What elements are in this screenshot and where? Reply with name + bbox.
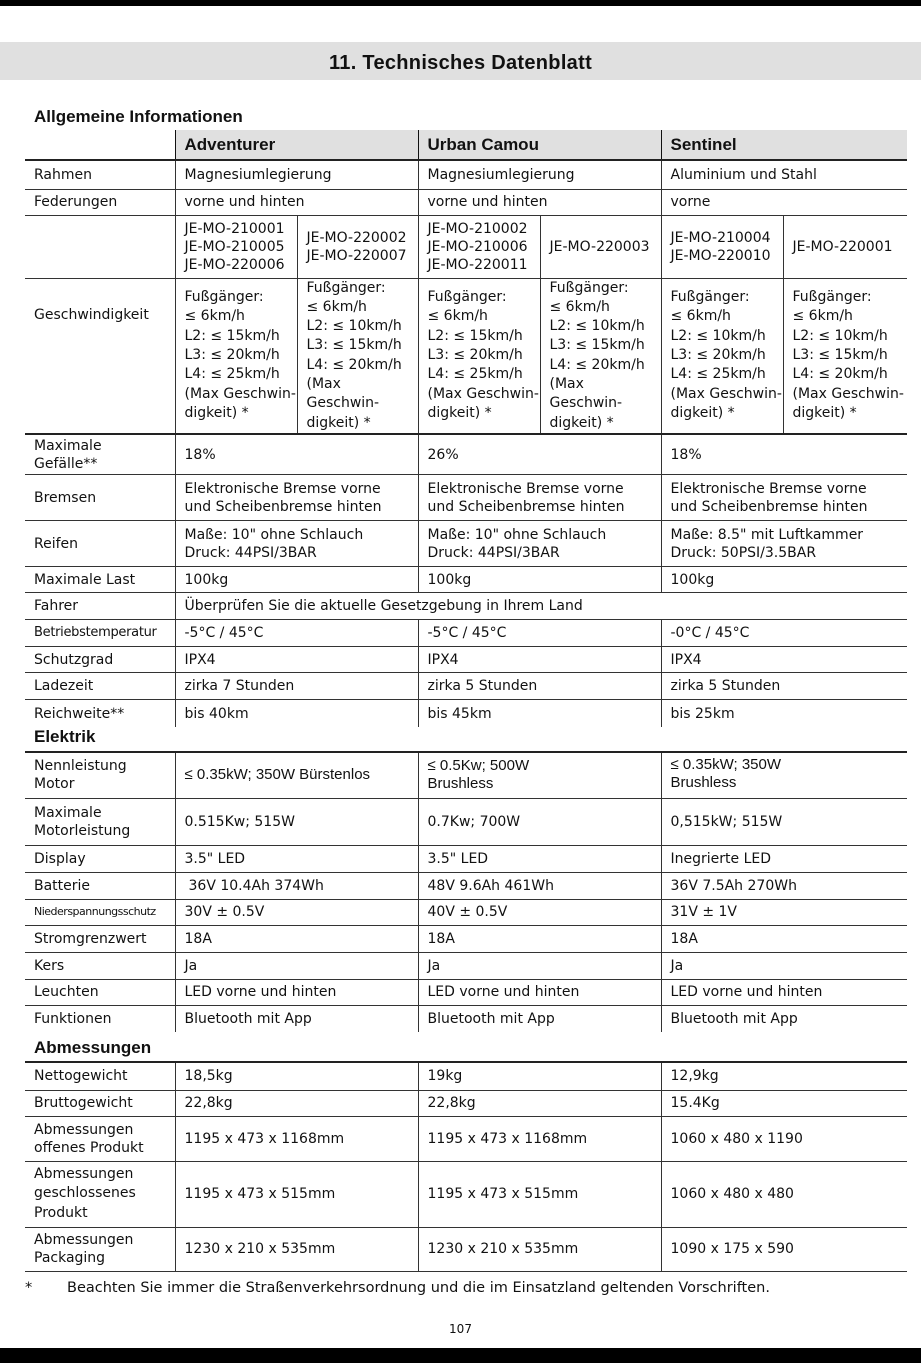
current-limit-value: 18A <box>661 925 907 952</box>
lights-value: LED vorne und hinten <box>661 979 907 1005</box>
battery-value: 36V 7.5Ah 270Wh <box>661 872 907 899</box>
charge-time-value: zirka 5 Stunden <box>661 673 907 700</box>
packaging-value: 1230 x 210 x 535mm <box>418 1227 661 1271</box>
charge-time-value: zirka 7 Stunden <box>175 673 418 700</box>
row-label-open-dimensions: Abmessungen offenes Produkt <box>25 1116 175 1161</box>
frame-value: Aluminium und Stahl <box>661 160 907 189</box>
gross-weight-value: 22,8kg <box>175 1090 418 1116</box>
speed-value: Fußgänger: ≤ 6km/h L2: ≤ 10km/h L3: ≤ 15km/h L4: ≤ 20km/h (Max Geschwin- digkeit) * <box>783 278 907 434</box>
brakes-value: Elektronische Bremse vorne und Scheibenbremse hinten <box>418 475 661 521</box>
brakes-value: Elektronische Bremse vorne und Scheibenbremse hinten <box>175 475 418 521</box>
protection-value: IPX4 <box>175 647 418 673</box>
section-title-dimensions: Abmessungen <box>34 1038 152 1057</box>
row-label-brakes: Bremsen <box>25 475 175 521</box>
lights-value: LED vorne und hinten <box>418 979 661 1005</box>
model-codes: JE-MO-220003 <box>540 215 661 278</box>
codes-label-empty <box>25 215 175 278</box>
display-value: Inegrierte LED <box>661 845 907 872</box>
model-codes: JE-MO-210001 JE-MO-210005 JE-MO-220006 <box>175 215 297 278</box>
tires-value: Maße: 10" ohne Schlauch Druck: 44PSI/3BAR <box>175 521 418 567</box>
bottom-border <box>0 1348 921 1363</box>
row-label-low-voltage: Niederspannungsschutz <box>25 899 175 925</box>
open-dimensions-value: 1195 x 473 x 1168mm <box>418 1116 661 1161</box>
slope-value: 26% <box>418 434 661 475</box>
low-voltage-value: 31V ± 1V <box>661 899 907 925</box>
page-number: 107 <box>449 1322 472 1336</box>
row-label-charge-time: Ladezeit <box>25 673 175 700</box>
low-voltage-value: 40V ± 0.5V <box>418 899 661 925</box>
battery-value: 36V 10.4Ah 374Wh <box>175 872 418 899</box>
protection-value: IPX4 <box>418 647 661 673</box>
row-label-rider: Fahrer <box>25 593 175 620</box>
low-voltage-value: 30V ± 0.5V <box>175 899 418 925</box>
kers-value: Ja <box>661 952 907 979</box>
range-value: bis 45km <box>418 700 661 727</box>
row-label-slope: Maximale Gefälle** <box>25 434 175 475</box>
functions-value: Bluetooth mit App <box>175 1005 418 1032</box>
row-label-range: Reichweite** <box>25 700 175 727</box>
model-codes: JE-MO-210002 JE-MO-210006 JE-MO-220011 <box>418 215 540 278</box>
closed-dimensions-value: 1060 x 480 x 480 <box>661 1161 907 1227</box>
net-weight-value: 18,5kg <box>175 1062 418 1090</box>
charge-time-value: zirka 5 Stunden <box>418 673 661 700</box>
max-load-value: 100kg <box>418 567 661 593</box>
frame-value: Magnesiumlegierung <box>175 160 418 189</box>
electric-table <box>25 751 907 1032</box>
open-dimensions-value: 1060 x 480 x 1190 <box>661 1116 907 1161</box>
nominal-power-value: ≤ 0.5Kw; 500W Brushless <box>418 752 661 798</box>
model-header-urban-camou: Urban Camou <box>418 130 661 160</box>
dimensions-table <box>25 1061 907 1272</box>
max-motor-power-value: 0,515kW; 515W <box>661 798 907 845</box>
max-load-value: 100kg <box>175 567 418 593</box>
closed-dimensions-value: 1195 x 473 x 515mm <box>175 1161 418 1227</box>
model-codes: JE-MO-210004 JE-MO-220010 <box>661 215 783 278</box>
page-title: 11. Technisches Datenblatt <box>0 42 921 80</box>
display-value: 3.5" LED <box>175 845 418 872</box>
row-label-speed: Geschwindigkeit <box>25 278 175 434</box>
open-dimensions-value: 1195 x 473 x 1168mm <box>175 1116 418 1161</box>
model-header-sentinel: Sentinel <box>661 130 907 160</box>
row-label-nominal-power: Nennleistung Motor <box>25 752 175 798</box>
current-limit-value: 18A <box>418 925 661 952</box>
row-label-battery: Batterie <box>25 872 175 899</box>
brakes-value: Elektronische Bremse vorne und Scheibenbremse hinten <box>661 475 907 521</box>
row-label-kers: Kers <box>25 952 175 979</box>
top-border <box>0 0 921 6</box>
footnote-text: Beachten Sie immer die Straßenverkehrsordnung und die im Einsatzland geltenden Vorschriften. <box>67 1280 770 1296</box>
header-spacer <box>25 130 175 160</box>
current-limit-value: 18A <box>175 925 418 952</box>
max-motor-power-value: 0.7Kw; 700W <box>418 798 661 845</box>
frame-value: Magnesiumlegierung <box>418 160 661 189</box>
row-label-frame: Rahmen <box>25 160 175 189</box>
functions-value: Bluetooth mit App <box>418 1005 661 1032</box>
range-value: bis 25km <box>661 700 907 727</box>
row-label-lights: Leuchten <box>25 979 175 1005</box>
row-label-max-load: Maximale Last <box>25 567 175 593</box>
slope-value: 18% <box>661 434 907 475</box>
tires-value: Maße: 10" ohne Schlauch Druck: 44PSI/3BAR <box>418 521 661 567</box>
functions-value: Bluetooth mit App <box>661 1005 907 1032</box>
row-label-current-limit: Stromgrenzwert <box>25 925 175 952</box>
footnote <box>25 1280 770 1296</box>
tires-value: Maße: 8.5" mit Luftkammer Druck: 50PSI/3.5BAR <box>661 521 907 567</box>
max-load-value: 100kg <box>661 567 907 593</box>
packaging-value: 1230 x 210 x 535mm <box>175 1227 418 1271</box>
rider-value: Überprüfen Sie die aktuelle Gesetzgebung in Ihrem Land <box>175 593 907 620</box>
slope-value: 18% <box>175 434 418 475</box>
gross-weight-value: 15.4Kg <box>661 1090 907 1116</box>
kers-value: Ja <box>418 952 661 979</box>
speed-value: Fußgänger: ≤ 6km/h L2: ≤ 10km/h L3: ≤ 20km/h L4: ≤ 25km/h (Max Geschwin- digkeit) * <box>661 278 783 434</box>
protection-value: IPX4 <box>661 647 907 673</box>
general-info-table <box>25 130 907 727</box>
nominal-power-value: ≤ 0.35kW; 350W Bürstenlos <box>175 752 418 798</box>
battery-value: 48V 9.6Ah 461Wh <box>418 872 661 899</box>
section-title-electric: Elektrik <box>34 727 96 746</box>
lights-value: LED vorne und hinten <box>175 979 418 1005</box>
row-label-temperature: Betriebstemperatur <box>25 620 175 647</box>
suspension-value: vorne <box>661 189 907 215</box>
net-weight-value: 12,9kg <box>661 1062 907 1090</box>
display-value: 3.5" LED <box>418 845 661 872</box>
temperature-value: -5°C / 45°C <box>418 620 661 647</box>
net-weight-value: 19kg <box>418 1062 661 1090</box>
row-label-display: Display <box>25 845 175 872</box>
packaging-value: 1090 x 175 x 590 <box>661 1227 907 1271</box>
speed-value: Fußgänger: ≤ 6km/h L2: ≤ 10km/h L3: ≤ 15km/h L4: ≤ 20km/h (Max Geschwin- digkeit) * <box>297 278 418 434</box>
max-motor-power-value: 0.515Kw; 515W <box>175 798 418 845</box>
row-label-tires: Reifen <box>25 521 175 567</box>
nominal-power-value: ≤ 0.35kW; 350W Brushless <box>661 752 907 798</box>
row-label-functions: Funktionen <box>25 1005 175 1032</box>
speed-value: Fußgänger: ≤ 6km/h L2: ≤ 15km/h L3: ≤ 20km/h L4: ≤ 25km/h (Max Geschwin- digkeit) * <box>418 278 540 434</box>
closed-dimensions-value: 1195 x 473 x 515mm <box>418 1161 661 1227</box>
speed-value: Fußgänger: ≤ 6km/h L2: ≤ 15km/h L3: ≤ 20km/h L4: ≤ 25km/h (Max Geschwin- digkeit) * <box>175 278 297 434</box>
model-codes: JE-MO-220002 JE-MO-220007 <box>297 215 418 278</box>
section-title-general: Allgemeine Informationen <box>34 107 243 126</box>
model-codes: JE-MO-220001 <box>783 215 907 278</box>
gross-weight-value: 22,8kg <box>418 1090 661 1116</box>
row-label-suspension: Federungen <box>25 189 175 215</box>
speed-value: Fußgänger: ≤ 6km/h L2: ≤ 10km/h L3: ≤ 15km/h L4: ≤ 20km/h (Max Geschwin- digkeit) * <box>540 278 661 434</box>
row-label-gross-weight: Bruttogewicht <box>25 1090 175 1116</box>
row-label-net-weight: Nettogewicht <box>25 1062 175 1090</box>
suspension-value: vorne und hinten <box>418 189 661 215</box>
temperature-value: -0°C / 45°C <box>661 620 907 647</box>
range-value: bis 40km <box>175 700 418 727</box>
footnote-marker: * <box>25 1280 33 1296</box>
row-label-packaging: Abmessungen Packaging <box>25 1227 175 1271</box>
row-label-max-motor-power: Maximale Motorleistung <box>25 798 175 845</box>
suspension-value: vorne und hinten <box>175 189 418 215</box>
row-label-closed-dimensions: Abmessungen geschlossenes Produkt <box>25 1161 175 1227</box>
kers-value: Ja <box>175 952 418 979</box>
row-label-protection: Schutzgrad <box>25 647 175 673</box>
temperature-value: -5°C / 45°C <box>175 620 418 647</box>
model-header-adventurer: Adventurer <box>175 130 418 160</box>
